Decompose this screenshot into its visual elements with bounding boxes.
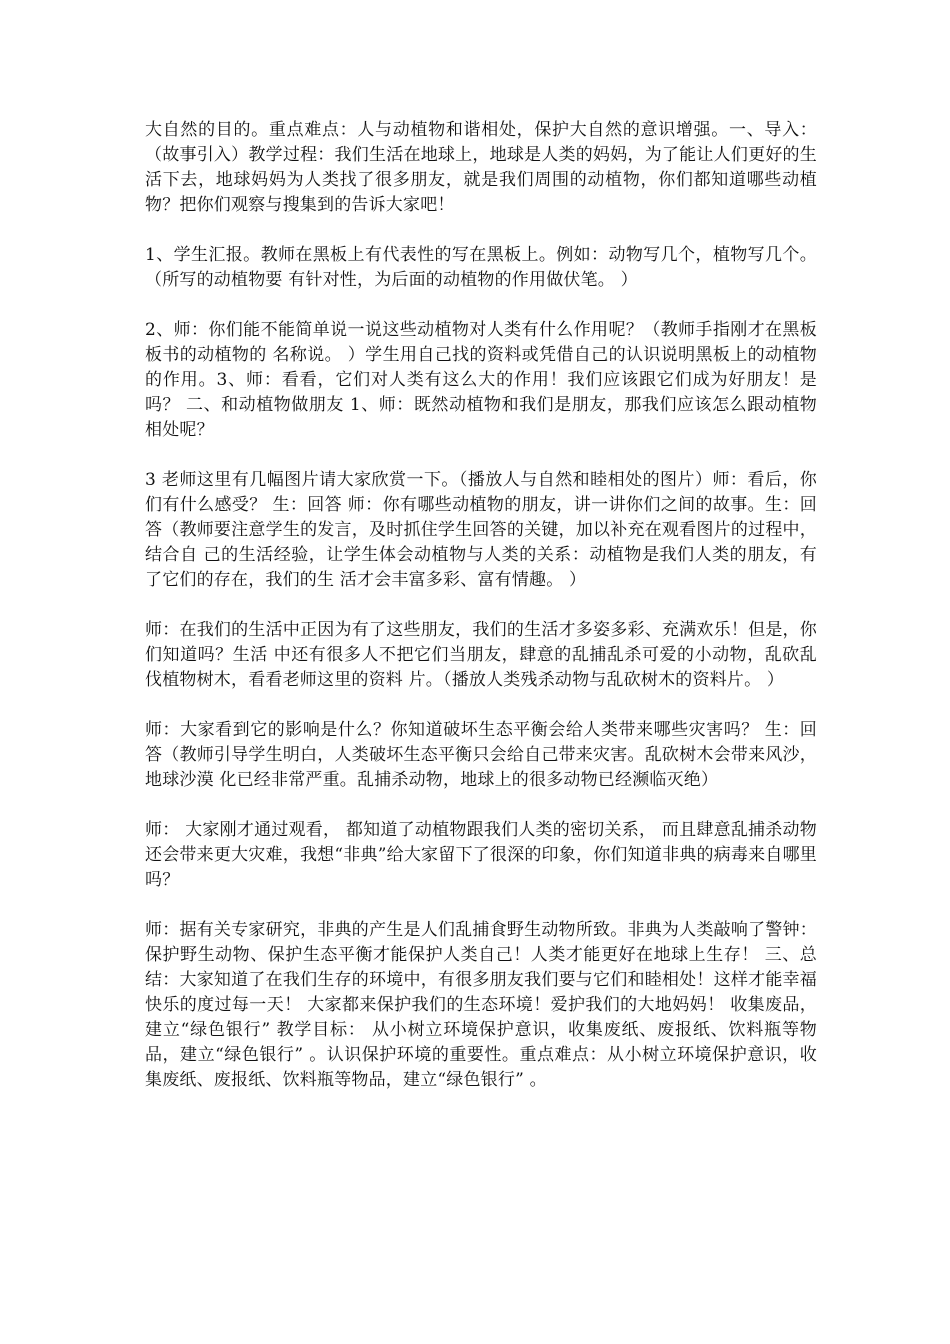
paragraph-2: 1、学生汇报。教师在黑板上有代表性的写在黑板上。例如：动物写几个，植物写几个。 （所写的动植物要 有针对性，为后面的动植物的作用做伏笔。 ） (145, 245, 817, 290)
paragraph-6: 师：大家看到它的影响是什么？你知道破坏生态平衡会给人类带来哪些灾害吗？ 生：回答（教师引导学生明白，人类破坏生态平衡只会给自己带来灾害。乱砍树木会带来风沙，地球沙漠 化已经非常严重。乱捕杀动物，地球上的很多动物已经濒临灭绝） (145, 720, 817, 790)
paragraph-8: 师：据有关专家研究，非典的产生是人们乱捕食野生动物所致。非典为人类敲响了警钟：保护野生动物、保护生态平衡才能保护人类自己！人类才能更好在地球上生存！ 三、总结：大家知道了在我们生存的环境中，有很多朋友我们要与它们和睦相处！这样才能幸福快乐的度过每一天！ 大家都来保护我们的生态环境！爱护我们的大地妈妈！ 收集废品，建立“绿色银行” 教学目标： 从小树立环境保护意识，收集废纸、废报纸、饮料瓶等物品，建立“绿色银行” 。认识保护环境的重要性。重点难点：从小树立环境保护意识，收集废纸、废报纸、饮料瓶等物品，建立“绿色银行” 。 (145, 920, 817, 1090)
paragraph-7: 师： 大家刚才通过观看， 都知道了动植物跟我们人类的密切关系， 而且肆意乱捕杀动物还会带来更大灾难，我想“非典”给大家留下了很深的印象，你们知道非典的病毒来自哪里吗？ (145, 820, 817, 890)
document-body (145, 118, 817, 1093)
paragraph-1: 大自然的目的。重点难点：人与动植物和谐相处，保护大自然的意识增强。一、导入：（故事引入）教学过程：我们生活在地球上，地球是人类的妈妈，为了能让人们更好的生活下去，地球妈妈为人类找了很多朋友，就是我们周围的动植物，你们都知道哪些动植物？把你们观察与搜集到的告诉大家吧！ (145, 120, 817, 215)
paragraph-4: 3 老师这里有几幅图片请大家欣赏一下。（播放人与自然和睦相处的图片）师：看后，你们有什么感受？ 生：回答 师：你有哪些动植物的朋友，讲一讲你们之间的故事。生：回答（教师要注意学生的发言，及时抓住学生回答的关键，加以补充在观看图片的过程中，结合自 己的生活经验，让学生体会动植物与人类的关系：动植物是我们人类的朋友，有了它们的存在，我们的生 活才会丰富多彩、富有情趣。 ） (145, 470, 817, 590)
paragraph-5: 师：在我们的生活中正因为有了这些朋友，我们的生活才多姿多彩、充满欢乐！但是，你们知道吗？生活 中还有很多人不把它们当朋友，肆意的乱捕乱杀可爱的小动物，乱砍乱伐植物树木，看看老师这里的资料 片。（播放人类残杀动物与乱砍树木的资料片。 ） (145, 620, 817, 690)
paragraph-3: 2、师：你们能不能简单说一说这些动植物对人类有什么作用呢？（教师手指刚才在黑板板书的动植物的 名称说。 ）学生用自己找的资料或凭借自己的认识说明黑板上的动植物的作用。3、师：看看，它们对人类有这么大的作用！我们应该跟它们成为好朋友！是吗？ 二、和动植物做朋友 1、师：既然动植物和我们是朋友，那我们应该怎么跟动植物相处呢？ (145, 320, 817, 440)
